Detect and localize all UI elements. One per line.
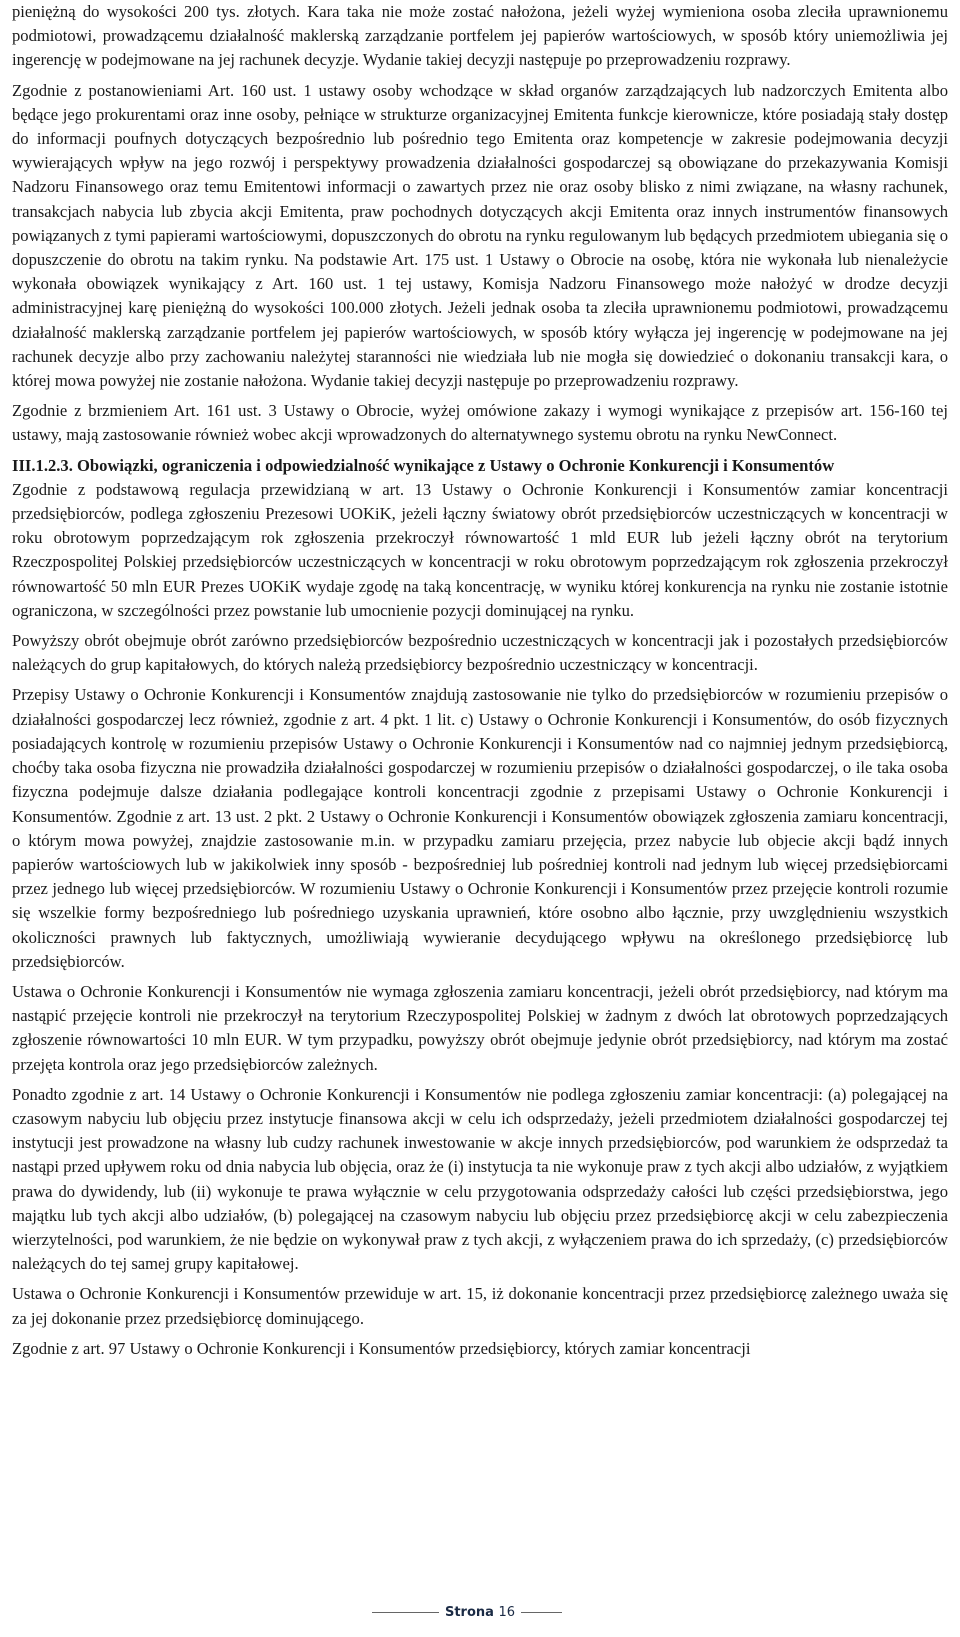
body-paragraph: pieniężną do wysokości 200 tys. złotych. Kara taka nie może zostać nałożona, jeżeli wyżej wymieniona osoba zleciła uprawnionemu podmiotowi, prowadzącemu działalność maklerską zarządzanie portfelem jej papierów wartościowych, w sposób który uniemożliwia jej ingerencję w podejmowane na jej rachunek decyzje. Wydanie takiej decyzji następuje po przeprowadzeniu rozprawy. [12,2,948,70]
body-paragraph: Ponadto zgodnie z art. 14 Ustawy o Ochronie Konkurencji i Konsumentów nie podlega zgłoszeniu zamiar koncentracji: (a) polegającej na czasowym nabyciu lub objęciu przez instytucje finansowa akcji w celu ich odsprzedaży, jeżeli przedmiotem działalności gospodarczej tej instytucji jest prowadzone na własny lub cudzy rachunek inwestowanie w akcje innych przedsiębiorców, pod warunkiem że odsprzedaż ta nastąpi przed upływem roku od dnia nabycia lub objęcia, oraz że (i) instytucja ta nie wykonuje praw z tych akcji albo udziałów, z wyjątkiem prawa do dywidendy, lub (ii) wykonuje te prawa wyłącznie w celu przygotowania odsprzedaży całości lub części przedsiębiorstwa, jego majątku lub tych akcji albo udziałów, (b) polegającej na czasowym nabyciu lub objęciu przez przedsiębiorcę akcji w celu zabezpieczenia wierzytelności, pod warunkiem, że nie będzie on wykonywał praw z tych akcji, z wyłączeniem prawa do ich sprzedaży, (c) przedsiębiorców należących do tej samej grupy kapitałowej. [12,1084,948,1274]
section-heading: III.1.2.3. Obowiązki, ograniczenia i odpowiedzialność wynikające z Ustawy o Ochronie Konkurencji i Konsumentów [12,455,835,475]
body-paragraph: Ustawa o Ochronie Konkurencji i Konsumentów przewiduje w art. 15, iż dokonanie koncentracji przez przedsiębiorcę zależnego uważa się za jej dokonanie przez przedsiębiorcę dominującego. [12,1284,948,1328]
body-paragraph: Powyższy obrót obejmuje obrót zarówno przedsiębiorców bezpośrednio uczestniczących w koncentracji jak i pozostałych przedsiębiorców należących do grup kapitałowych, do których należą przedsiębiorcy bezpośrednio uczestniczący w koncentracji. [12,631,948,675]
document-page [12,0,948,1637]
page-footer [0,1600,960,1624]
body-paragraph: Przepisy Ustawy o Ochronie Konkurencji i Konsumentów znajdują zastosowanie nie tylko do przedsiębiorców w rozumieniu przepisów o działalności gospodarczej lecz również, zgodnie z art. 4 pkt. 1 lit. c) Ustawy o Ochronie Konkurencji i Konsumentów, do osób fizycznych posiadających kontrolę w rozumieniu przepisów Ustawy o Ochronie Konkurencji i Konsumentów nad co najmniej jednym przedsiębiorcą, choćby taka osoba fizyczna nie prowadziła działalności gospodarczej w rozumieniu przepisów o działalności gospodarczej, o ile taka osoba fizyczna podejmuje dalsze działania podlegające kontroli koncentracji zgodnie z przepisami Ustawy o Ochronie Konkurencji i Konsumentów. Zgodnie z art. 13 ust. 2 pkt. 2 Ustawy o Ochronie Konkurencji i Konsumentów obowiązek zgłoszenia zamiaru koncentracji, o którym mowa powyżej, znajdzie zastosowanie m.in. w przypadku zamiaru przejęcia, przez nabycie lub objecie akcji bądź innych papierów wartościowych lub w jakikolwiek inny sposób - bezpośredniej lub pośredniej kontroli nad jednym lub więcej przedsiębiorcami przez jednego lub więcej przedsiębiorców. W rozumieniu Ustawy o Ochronie Konkurencji i Konsumentów przez przejęcie kontroli rozumie się wszelkie formy bezpośredniego lub pośredniego uzyskania uprawnień, które osobno albo łącznie, przy uwzględnieniu wszystkich okoliczności prawnych lub faktycznych, umożliwiają wywieranie decydującego wpływu na określonego przedsiębiorcę lub przedsiębiorców. [12,685,948,971]
body-paragraph: Zgodnie z art. 97 Ustawy o Ochronie Konkurencji i Konsumentów przedsiębiorcy, których zamiar koncentracji [12,1338,751,1358]
page-number: 16 [498,1604,516,1620]
body-paragraph: Zgodnie z brzmieniem Art. 161 ust. 3 Ustawy o Obrocie, wyżej omówione zakazy i wymogi wynikające z przepisów art. 156-160 tej ustawy, mają zastosowanie również wobec akcji wprowadzonych do alternatywnego systemu obrotu na rynku NewConnect. [12,401,948,445]
page-label-text: Strona [444,1604,494,1620]
body-paragraph: Zgodnie z postanowieniami Art. 160 ust. 1 ustawy osoby wchodzące w skład organów zarządzających lub nadzorczych Emitenta albo będące jego prokurentami oraz inne osoby, pełniące w strukturze organizacyjnej Emitenta funkcje kierownicze, które posiadają stały dostęp do informacji poufnych dotyczących bezpośrednio lub pośrednio tego Emitenta oraz kompetencje w zakresie podejmowania decyzji wywierających wpływ na jego rozwój i perspektywy prowadzenia działalności gospodarczej są obowiązane do przekazywania Komisji Nadzoru Finansowego oraz temu Emitentowi informacji o zawartych przez nie oraz osoby blisko z nimi związane, na własny rachunek, transakcjach nabycia lub zbycia akcji Emitenta, praw pochodnych dotyczących akcji Emitenta oraz innych instrumentów finansowych powiązanych z tymi papierami wartościowymi, dopuszczonych do obrotu na rynku regulowanym lub będących przedmiotem ubiegania się o dopuszczenie do obrotu na takim rynku. Na podstawie Art. 175 ust. 1 Ustawy o Obrocie na osobę, która nie wykonała lub nienależycie wykonała obowiązek wynikający z Art. 160 ust. 1 tej ustawy, Komisja Nadzoru Finansowego może nałożyć w drodze decyzji administracyjnej karę pieniężną do wysokości 100.000 złotych. Jeżeli jednak osoba ta zleciła uprawnionemu podmiotowi, prowadzącemu działalność maklerską zarządzanie portfelem jej papierów wartościowych, w sposób który wyłącza jej ingerencję w podejmowane na jej rachunek decyzje albo przy zachowaniu należytej staranności nie wiedziała lub nie mogła się dowiedzieć o dokonaniu transakcji kara, o której mowa powyżej nie zostanie nałożona. Wydanie takiej decyzji następuje po przeprowadzeniu rozprawy. [12,80,948,391]
body-paragraph: Ustawa o Ochronie Konkurencji i Konsumentów nie wymaga zgłoszenia zamiaru koncentracji, jeżeli obrót przedsiębiorcy, nad którym ma nastąpić przejęcie kontroli nie przekroczył na terytorium Rzeczypospolitej Polskiej w żadnym z dwóch lat obrotowych poprzedzających zgłoszenie równowartości 10 mln EUR. W tym przypadku, powyższy obrót obejmuje jedynie obrót przedsiębiorcy, nad którym ma zostać przejęta kontrola oraz jego przedsiębiorców zależnych. [12,981,948,1074]
body-paragraph: Zgodnie z podstawową regulacja przewidzianą w art. 13 Ustawy o Ochronie Konkurencji i Konsumentów zamiar koncentracji przedsiębiorców, podlega zgłoszeniu Prezesowi UOKiK, jeżeli łączny światowy obrót przedsiębiorców uczestniczących w koncentracji w roku obrotowym poprzedzającym rok zgłoszenia przekroczył równowartość 1 mld EUR lub jeżeli łączny obrót na terytorium Rzeczpospolitej Polskiej przedsiębiorców uczestniczących w koncentracji w roku obrotowym poprzedzającym rok zgłoszenia przekroczył równowartość 50 mln EUR Prezes UOKiK wydaje zgodę na taką koncentrację, w wyniku której konkurencja na rynku nie zostanie istotnie ograniczona, w szczególności przez powstanie lub umocnienie pozycji dominującej na rynku. [12,479,948,620]
page-number-label [439,1605,521,1620]
